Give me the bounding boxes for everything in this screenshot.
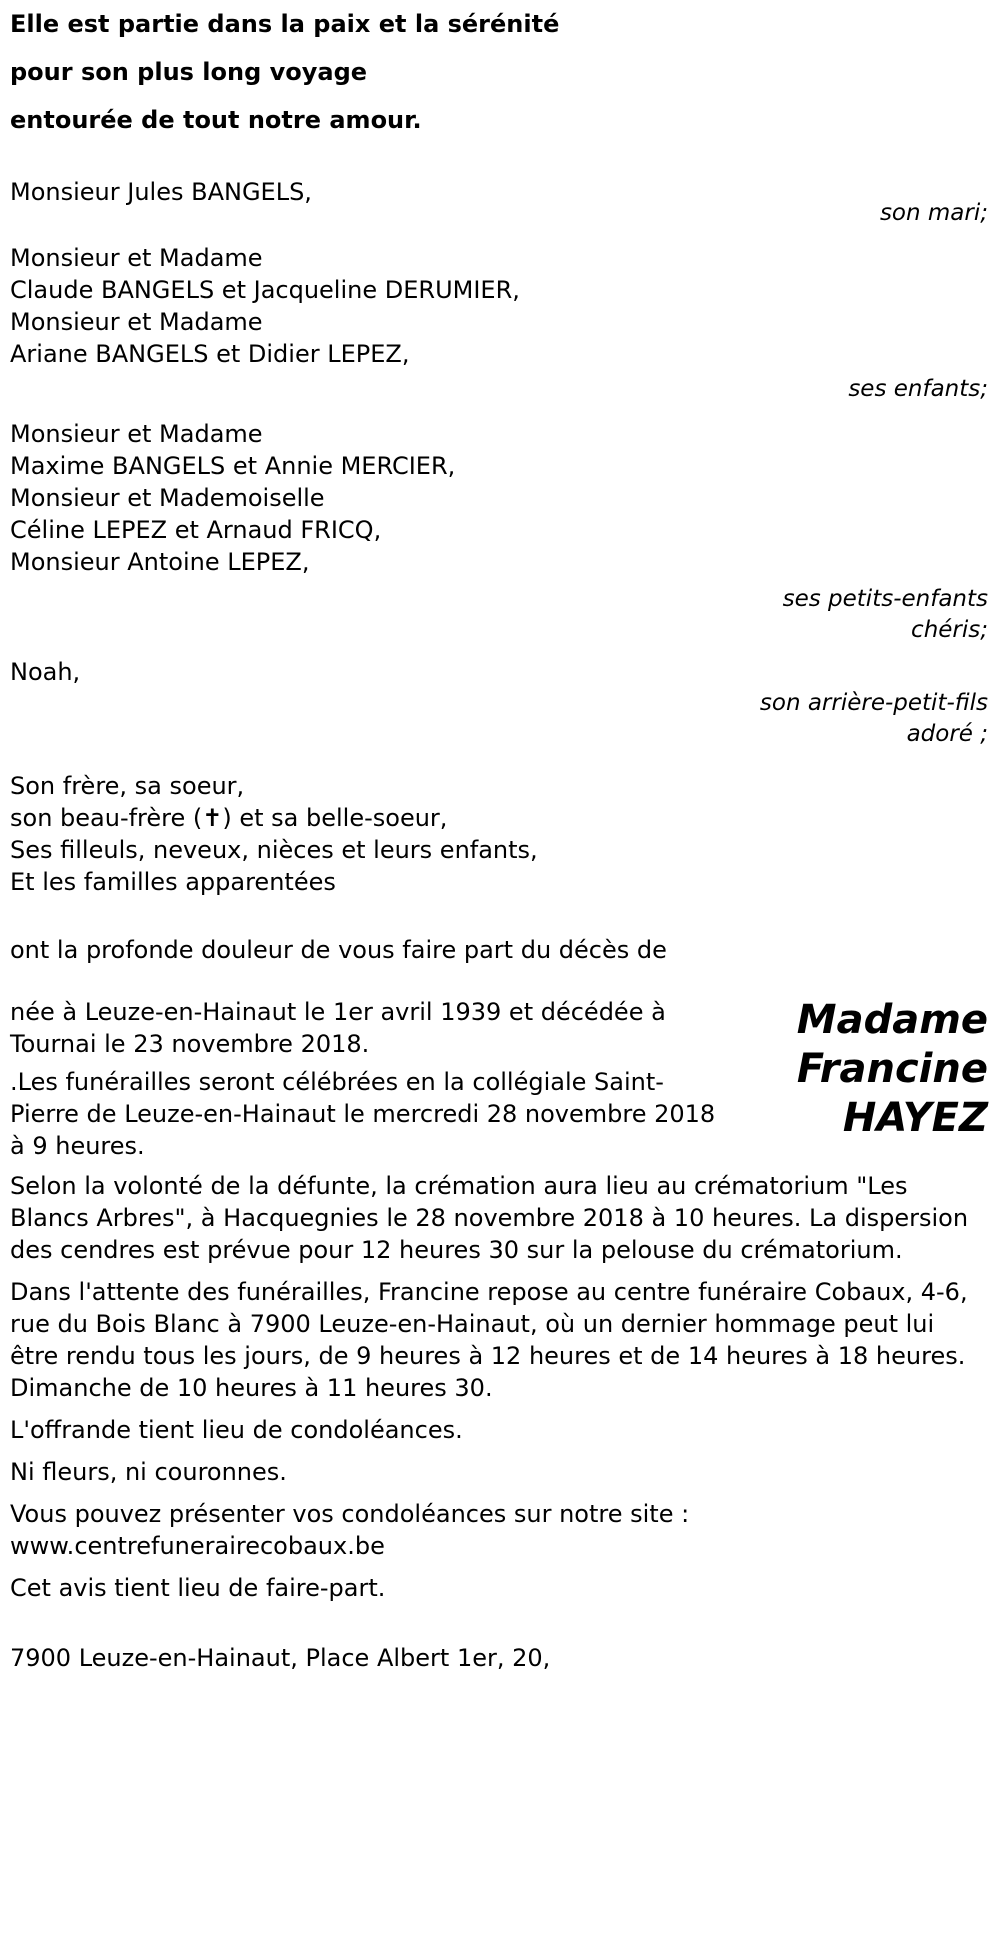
family-name: Claude BANGELS et Jacqueline DERUMIER, (10, 276, 520, 304)
family-role: adoré ; (906, 721, 988, 747)
family-name: Ses filleuls, neveux, nièces et leurs enfants, (10, 836, 538, 864)
family-role: chéris; (911, 617, 988, 643)
family-role: son arrière-petit-fils (759, 690, 988, 716)
family-name: Son frère, sa soeur, (10, 772, 245, 800)
family-name: Ariane BANGELS et Didier LEPEZ, (10, 340, 410, 368)
intro-line: pour son plus long voyage (10, 58, 368, 86)
family-name: Monsieur Antoine LEPEZ, (10, 548, 310, 576)
visitation-paragraph: Dans l'attente des funérailles, Francine repose au centre funéraire Cobaux, 4-6, rue du Bois Blanc à 7900 Leuze-en-Hainaut, où un dernier hommage peut lui être rendu tous les jours, de 9 heures à 12 heures et de 14 heures à 18 heures. Dimanche de 10 heures à 11 heures 30. (10, 1278, 968, 1402)
website-link[interactable]: www.centrefunerairecobaux.be (10, 1532, 385, 1560)
flowers-paragraph: Ni fleurs, ni couronnes. (10, 1458, 287, 1486)
family-husband (10, 172, 994, 232)
announcement: ont la profonde douleur de vous faire part du décès de (10, 936, 667, 964)
condolences-line: Vous pouvez présenter vos condoléances sur notre site : (10, 1500, 690, 1528)
funeral-text: .Les funérailles seront célébrées en la collégiale Saint-Pierre de Leuze-en-Hainaut le mercredi 28 novembre 2018 à 9 heures. (10, 1068, 716, 1160)
address-line: 7900 Leuze-en-Hainaut, Place Albert 1er, 20, (10, 1644, 551, 1672)
family-others (10, 770, 994, 898)
family-role: ses enfants; (848, 376, 988, 402)
family-children (10, 242, 994, 408)
family-role: son mari; (879, 200, 988, 226)
family-name: son beau-frère (✝) et sa belle-soeur, (10, 804, 448, 832)
family-role: ses petits-enfants (782, 586, 988, 612)
obituary-page (10, 0, 994, 1674)
family-name: Céline LEPEZ et Arnaud FRICQ, (10, 516, 382, 544)
family-name: Noah, (10, 658, 81, 686)
cremation-paragraph: Selon la volonté de la défunte, la crémation aura lieu au crématorium "Les Blancs Arbres", à Hacquegnies le 28 novembre 2018 à 10 heures. La dispersion des cendres est prévue pour 12 heures 30 sur la pelouse du crématorium. (10, 1172, 969, 1264)
intro-line: entourée de tout notre amour. (10, 106, 422, 134)
intro-line: Elle est partie dans la paix et la sérénité (10, 10, 560, 38)
deceased-name (729, 996, 994, 1162)
family-name: Monsieur et Madame (10, 420, 263, 448)
family-name: Monsieur et Mademoiselle (10, 484, 325, 512)
intro-verse (10, 0, 994, 144)
deceased-name-line: Francine (796, 1046, 988, 1092)
deceased-details (10, 996, 729, 1162)
family-name: Maxime BANGELS et Annie MERCIER, (10, 452, 456, 480)
notice-paragraph: Cet avis tient lieu de faire-part. (10, 1574, 386, 1602)
deceased-section (10, 996, 994, 1162)
family-great-grandchild (10, 656, 994, 750)
birth-death-text: née à Leuze-en-Hainaut le 1er avril 1939 et décédée à Tournai le 23 novembre 2018. (10, 998, 666, 1058)
deceased-name-line: Madame (796, 997, 988, 1043)
offering-paragraph: L'offrande tient lieu de condoléances. (10, 1416, 463, 1444)
family-name: Monsieur et Madame (10, 308, 263, 336)
family-name: Monsieur Jules BANGELS, (10, 178, 312, 206)
family-name: Monsieur et Madame (10, 244, 263, 272)
deceased-name-line: HAYEZ (842, 1095, 988, 1141)
family-grandchildren (10, 418, 994, 646)
family-name: Et les familles apparentées (10, 868, 336, 896)
